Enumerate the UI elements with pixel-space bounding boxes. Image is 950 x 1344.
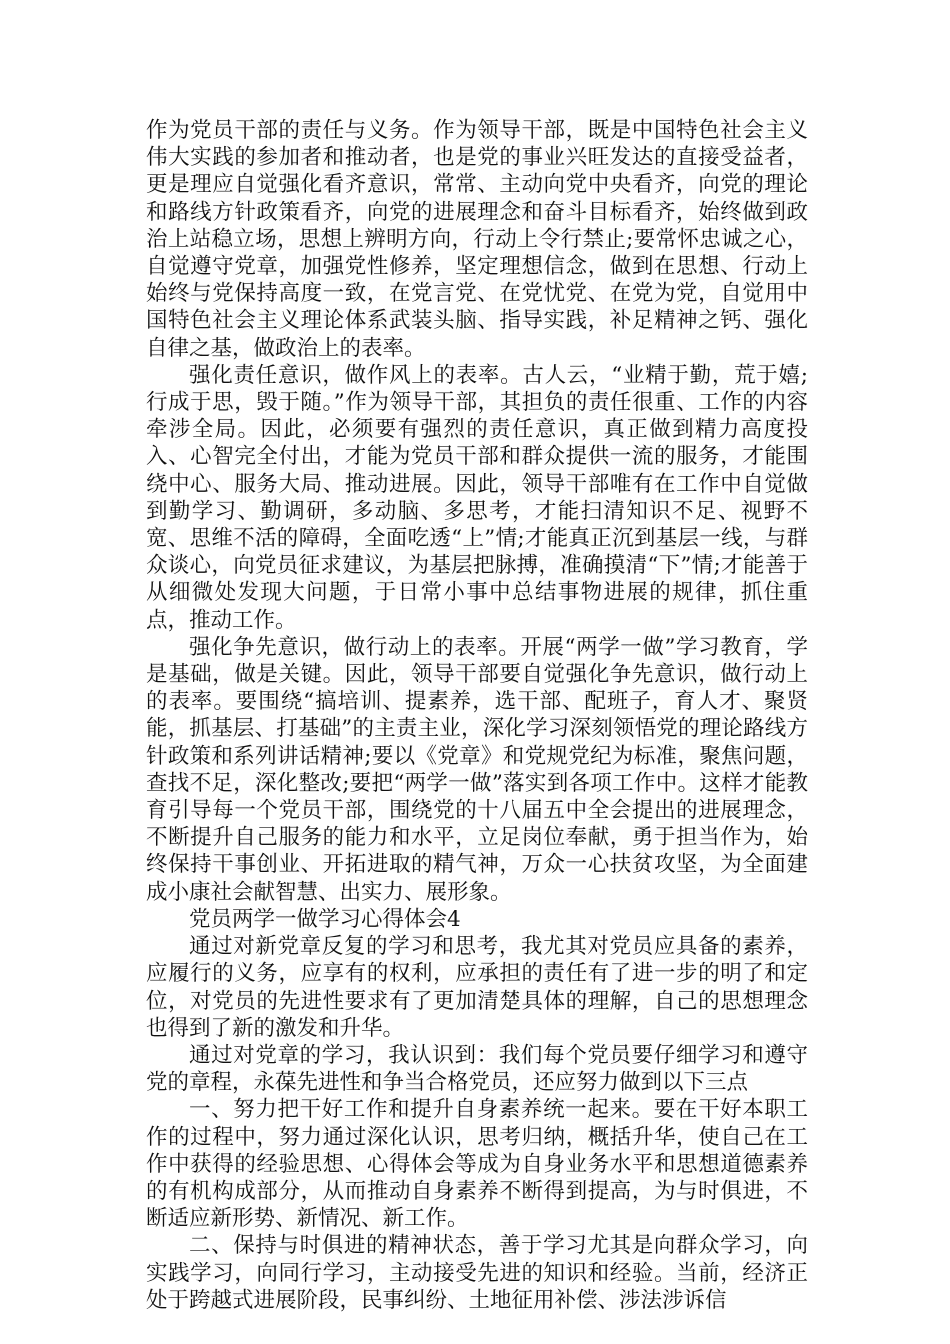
paragraph-study-new-charter: 通过对新党章反复的学习和思考，我尤其对党员应具备的素养，应履行的义务，应享有的权利，应承担的责任有了进一步的明了和定位，对党员的先进性要求有了更加清楚具体的理解，自己的思想理念也得到了新的激发和升华。 xyxy=(146,934,808,1041)
paragraph-three-points: 通过对党章的学习，我认识到：我们每个党员要仔细学习和遵守党的章程，永葆先进性和争当合格党员，还应努力做到以下三点 xyxy=(146,1042,808,1096)
paragraph-point-one: 一、努力把干好工作和提升自身素养统一起来。要在干好本职工作的过程中，努力通过深化认识，思考归纳，概括升华，使自己在工作中获得的经验思想、心得体会等成为自身业务水平和思想道德素养的有机构成部分，从而推动自身素养不断得到提高，为与时俱进，不断适应新形势、新情况、新工作。 xyxy=(146,1097,808,1232)
paragraph-excellence: 强化争先意识，做行动上的表率。开展“两学一做”学习教育，学是基础，做是关键。因此，领导干部要自觉强化争先意识，做行动上的表率。要围绕“搞培训、提素养，选干部、配班子，育人才、聚贤能，抓基层、打基础”的主责主业，深化学习深刻领悟党的理论路线方针政策和系列讲话精神;要以《党章》和党规党纪为标准，聚焦问题，查找不足，深化整改;要把“两学一做”落实到各项工作中。这样才能教育引导每一个党员干部，围绕党的十八届五中全会提出的进展理念，不断提升自己服务的能力和水平，立足岗位奉献，勇于担当作为，始终保持干事创业、开拓进取的精气神，万众一心扶贫攻坚，为全面建成小康社会献智慧、出实力、展形象。 xyxy=(146,634,808,905)
paragraph-continuation: 作为党员干部的责任与义务。作为领导干部，既是中国特色社会主义伟大实践的参加者和推动者，也是党的事业兴旺发达的直接受益者，更是理应自觉强化看齐意识，常常、主动向党中央看齐，向党的理论和路线方针政策看齐，向党的进展理念和奋斗目标看齐，始终做到政治上站稳立场，思想上辨明方向，行动上令行禁止;要常怀忠诚之心，自觉遵守党章，加强党性修养，坚定理想信念，做到在思想、行动上始终与党保持高度一致，在党言党、在党忧党、在党为党，自觉用中国特色社会主义理论体系武装头脑、指导实践，补足精神之钙、强化自律之基，做政治上的表率。 xyxy=(146,118,808,361)
document-page xyxy=(146,117,808,1314)
section-heading: 党员两学一做学习心得体会4 xyxy=(189,906,461,932)
paragraph-point-two: 二、保持与时俱进的精神状态，善于学习尤其是向群众学习，向实践学习，向同行学习，主动接受先进的知识和经验。当前，经济正处于跨越式进展阶段，民事纠纷、土地征用补偿、涉法涉诉信 xyxy=(146,1233,808,1313)
paragraph-responsibility: 强化责任意识，做作风上的表率。古人云，“业精于勤，荒于嬉;行成于思，毁于随。”作为领导干部，其担负的责任很重、工作的内容牵涉全局。因此，必须要有强烈的责任意识，真正做到精力高度投入、心智完全付出，才能为党员干部和群众提供一流的服务，才能围绕中心、服务大局、推动进展。因此，领导干部唯有在工作中自觉做到勤学习、勤调研，多动脑、多思考，才能扫清知识不足、视野不宽、思维不活的障碍，全面吃透“上”情;才能真正沉到基层一线，与群众谈心，向党员征求建议，为基层把脉搏，准确摸清“下”情;才能善于从细微处发现大问题，于日常小事中总结事物进展的规律，抓住重点，推动工作。 xyxy=(146,362,808,633)
